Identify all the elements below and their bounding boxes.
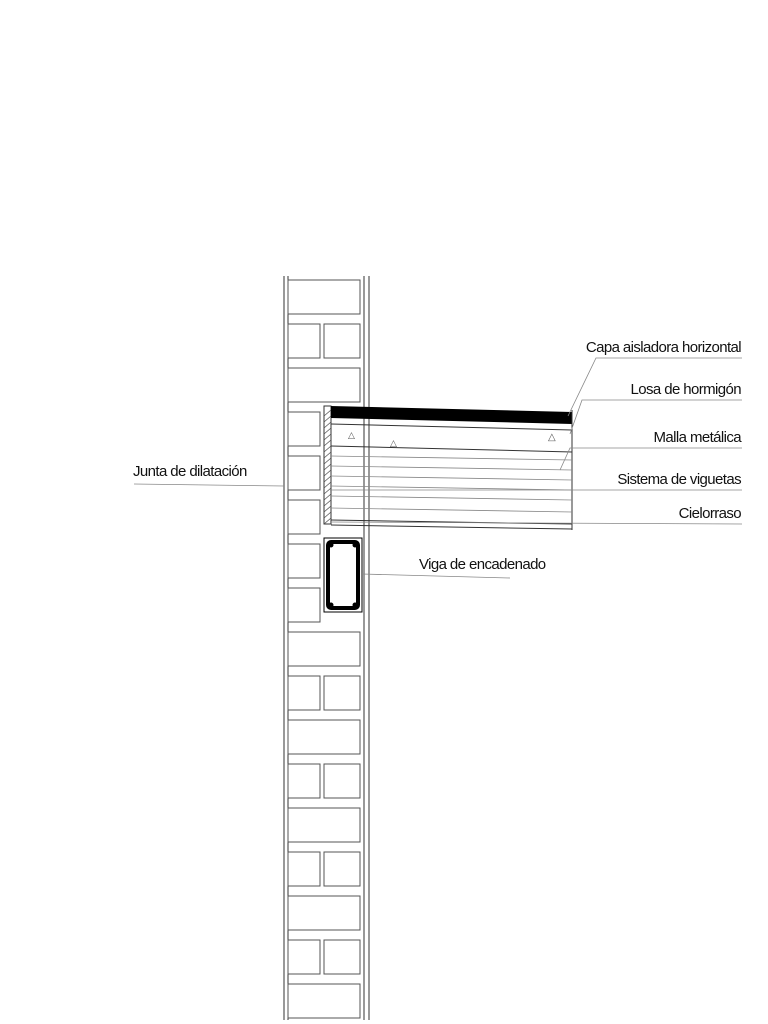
brick: [324, 940, 360, 974]
concrete-slab-top: [331, 424, 572, 430]
expansion-joint-hatch: [324, 410, 331, 524]
leader-viga: [362, 574, 510, 578]
brick: [288, 852, 320, 886]
aggregate-mark-2: △: [390, 439, 397, 449]
hatch-line: [324, 482, 331, 488]
label-capa: Capa aisladora horizontal: [585, 339, 741, 356]
brick: [324, 324, 360, 358]
hatch-line: [324, 458, 331, 464]
label-losa: Losa de hormigón: [630, 381, 741, 398]
hatch-line: [324, 428, 331, 434]
brick-wall: [284, 276, 369, 1020]
brick: [288, 456, 320, 490]
brick: [288, 588, 320, 622]
brick: [288, 940, 320, 974]
brick: [288, 896, 360, 930]
hatch-line: [324, 464, 331, 470]
hatch-line: [324, 488, 331, 494]
hatch-line: [324, 416, 331, 422]
hatch-line: [324, 506, 331, 512]
brick: [288, 500, 320, 534]
floor-slab: [331, 406, 572, 530]
hatch-line: [324, 452, 331, 458]
hatch-line: [324, 446, 331, 452]
label-viga: Viga de encadenado: [419, 556, 546, 573]
hatch-line: [324, 512, 331, 518]
expansion-joint: [324, 406, 331, 524]
hatch-line: [324, 410, 331, 416]
hatch-line: [324, 476, 331, 482]
brick: [288, 324, 320, 358]
hatch-line: [324, 518, 331, 524]
leader-junta: [134, 484, 284, 486]
brick: [288, 676, 320, 710]
leader-malla: [560, 448, 742, 470]
aggregate-mark-1: △: [348, 431, 355, 441]
brick: [288, 984, 360, 1018]
brick: [288, 544, 320, 578]
joist-system: [331, 456, 572, 512]
hatch-line: [324, 434, 331, 440]
label-cielorraso: Cielorraso: [678, 505, 741, 522]
brick: [288, 808, 360, 842]
brick: [288, 368, 360, 402]
hatch-line: [324, 494, 331, 500]
brick: [288, 280, 360, 314]
brick: [288, 764, 320, 798]
bond-beam: [324, 538, 362, 612]
brick: [288, 412, 320, 446]
brick: [324, 676, 360, 710]
aggregate-mark-3: △: [548, 432, 556, 443]
brick: [324, 764, 360, 798]
hatch-line: [324, 422, 331, 428]
hatch-line: [324, 500, 331, 506]
label-junta: Junta de dilatación: [133, 463, 247, 480]
horizontal-insulating-layer: [331, 406, 572, 424]
label-malla: Malla metálica: [653, 429, 741, 446]
brick: [288, 632, 360, 666]
ceiling-line-bottom: [331, 525, 572, 529]
brick: [288, 720, 360, 754]
hatch-line: [324, 440, 331, 446]
hatch-line: [324, 470, 331, 476]
brick-courses: [288, 280, 360, 1018]
brick: [324, 852, 360, 886]
concrete-slab-bottom: [331, 446, 572, 452]
label-sistema: Sistema de viguetas: [617, 471, 741, 488]
